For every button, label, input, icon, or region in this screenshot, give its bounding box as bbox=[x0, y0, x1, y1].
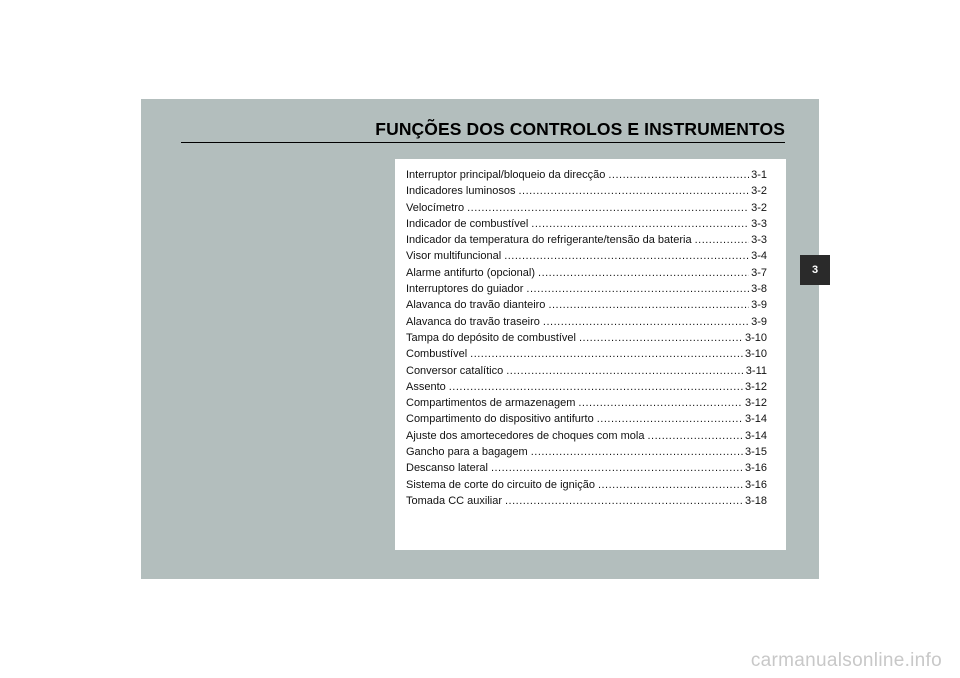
toc-entry-label: Gancho para a bagagem bbox=[406, 446, 528, 459]
toc-dot-leader bbox=[504, 250, 749, 262]
toc-dot-leader bbox=[579, 332, 743, 344]
toc-entry[interactable] bbox=[406, 316, 767, 332]
toc-entry-page: 3-16 bbox=[744, 478, 767, 491]
toc-entry[interactable] bbox=[406, 397, 767, 413]
toc-entry[interactable] bbox=[406, 234, 767, 250]
toc-entry-page: 3-18 bbox=[744, 494, 767, 507]
toc-dot-leader bbox=[543, 316, 749, 328]
toc-entry-page: 3-2 bbox=[751, 185, 767, 198]
toc-entry[interactable] bbox=[406, 381, 767, 397]
toc-entry-label: Indicadores luminosos bbox=[406, 185, 516, 198]
toc-entry-page: 3-10 bbox=[744, 348, 767, 361]
toc-entry-page: 3-10 bbox=[744, 331, 767, 344]
toc-dot-leader bbox=[598, 479, 743, 491]
toc-dot-leader bbox=[526, 283, 749, 295]
toc-entry[interactable] bbox=[406, 218, 767, 234]
toc-dot-leader bbox=[538, 267, 749, 279]
toc-entry[interactable] bbox=[406, 267, 767, 283]
toc-dot-leader bbox=[608, 169, 749, 181]
toc-entry-label: Alavanca do travão traseiro bbox=[406, 315, 540, 328]
toc-dot-leader bbox=[491, 462, 743, 474]
toc-entry-page: 3-9 bbox=[751, 315, 767, 328]
toc-dot-leader bbox=[695, 234, 750, 246]
chapter-tab[interactable]: 3 bbox=[800, 255, 830, 285]
toc-entry[interactable] bbox=[406, 283, 767, 299]
toc-entry[interactable] bbox=[406, 169, 767, 185]
toc-dot-leader bbox=[597, 413, 743, 425]
toc-entry-label: Combustível bbox=[406, 348, 468, 361]
toc-entry[interactable] bbox=[406, 185, 767, 201]
toc-dot-leader bbox=[505, 495, 743, 507]
toc-entry-page: 3-4 bbox=[751, 250, 767, 263]
toc-entry-page: 3-15 bbox=[744, 446, 767, 459]
toc-entry[interactable] bbox=[406, 365, 767, 381]
toc-entry-label: Assento bbox=[406, 380, 446, 393]
toc-entry-label: Ajuste dos amortecedores de choques com mola bbox=[406, 429, 645, 442]
toc-dot-leader bbox=[548, 299, 749, 311]
toc-entry[interactable] bbox=[406, 299, 767, 315]
toc-entry-page: 3-14 bbox=[744, 413, 767, 426]
toc-entry-page: 3-1 bbox=[751, 169, 767, 181]
toc-dot-leader bbox=[470, 348, 743, 360]
toc-list bbox=[406, 169, 767, 511]
toc-entry-page: 3-11 bbox=[745, 364, 767, 377]
toc-entry[interactable] bbox=[406, 479, 767, 495]
toc-entry[interactable] bbox=[406, 446, 767, 462]
toc-entry-label: Indicador da temperatura do refrigerante/tensão da bateria bbox=[406, 234, 692, 247]
toc-entry-page: 3-7 bbox=[751, 266, 767, 279]
toc-dot-leader bbox=[449, 381, 743, 393]
toc-entry-label: Indicador de combustível bbox=[406, 217, 529, 230]
table-of-contents bbox=[395, 159, 786, 550]
manual-page bbox=[141, 99, 819, 579]
toc-entry-label: Alavanca do travão dianteiro bbox=[406, 299, 546, 312]
toc-entry[interactable] bbox=[406, 202, 767, 218]
toc-entry-label: Interruptor principal/bloqueio da direcção bbox=[406, 169, 606, 181]
toc-entry[interactable] bbox=[406, 348, 767, 364]
toc-entry-page: 3-8 bbox=[751, 283, 767, 296]
toc-entry-page: 3-3 bbox=[751, 234, 767, 247]
toc-entry-label: Alarme antifurto (opcional) bbox=[406, 266, 536, 279]
toc-entry-page: 3-2 bbox=[751, 201, 767, 214]
toc-entry-page: 3-3 bbox=[751, 217, 767, 230]
toc-entry-label: Interruptores do guiador bbox=[406, 283, 524, 296]
toc-entry-label: Conversor catalítico bbox=[406, 364, 504, 377]
toc-entry[interactable] bbox=[406, 250, 767, 266]
toc-entry-label: Tampa do depósito de combustível bbox=[406, 331, 576, 344]
toc-entry[interactable] bbox=[406, 430, 767, 446]
toc-dot-leader bbox=[531, 218, 749, 230]
title-underline bbox=[181, 142, 785, 143]
toc-entry[interactable] bbox=[406, 332, 767, 348]
toc-entry-label: Descanso lateral bbox=[406, 462, 488, 475]
toc-entry-page: 3-12 bbox=[744, 380, 767, 393]
toc-entry-page: 3-14 bbox=[744, 429, 767, 442]
toc-entry[interactable] bbox=[406, 413, 767, 429]
toc-entry[interactable] bbox=[406, 462, 767, 478]
toc-entry-label: Visor multifuncional bbox=[406, 250, 502, 263]
toc-entry-label: Sistema de corte do circuito de ignição bbox=[406, 478, 595, 491]
toc-entry-page: 3-16 bbox=[744, 462, 767, 475]
page-title: FUNÇÕES DOS CONTROLOS E INSTRUMENTOS bbox=[375, 119, 785, 139]
toc-entry[interactable] bbox=[406, 495, 767, 511]
toc-dot-leader bbox=[506, 365, 744, 377]
toc-entry-label: Tomada CC auxiliar bbox=[406, 494, 502, 507]
toc-dot-leader bbox=[531, 446, 743, 458]
toc-entry-label: Velocímetro bbox=[406, 201, 465, 214]
toc-entry-label: Compartimento do dispositivo antifurto bbox=[406, 413, 594, 426]
toc-entry-page: 3-12 bbox=[744, 397, 767, 410]
toc-entry-label: Compartimentos de armazenagem bbox=[406, 397, 576, 410]
toc-dot-leader bbox=[467, 202, 749, 214]
toc-dot-leader bbox=[647, 430, 743, 442]
watermark-text: carmanualsonline.info bbox=[750, 650, 942, 671]
toc-entry-page: 3-9 bbox=[751, 299, 767, 312]
toc-dot-leader bbox=[518, 185, 749, 197]
toc-dot-leader bbox=[578, 397, 743, 409]
